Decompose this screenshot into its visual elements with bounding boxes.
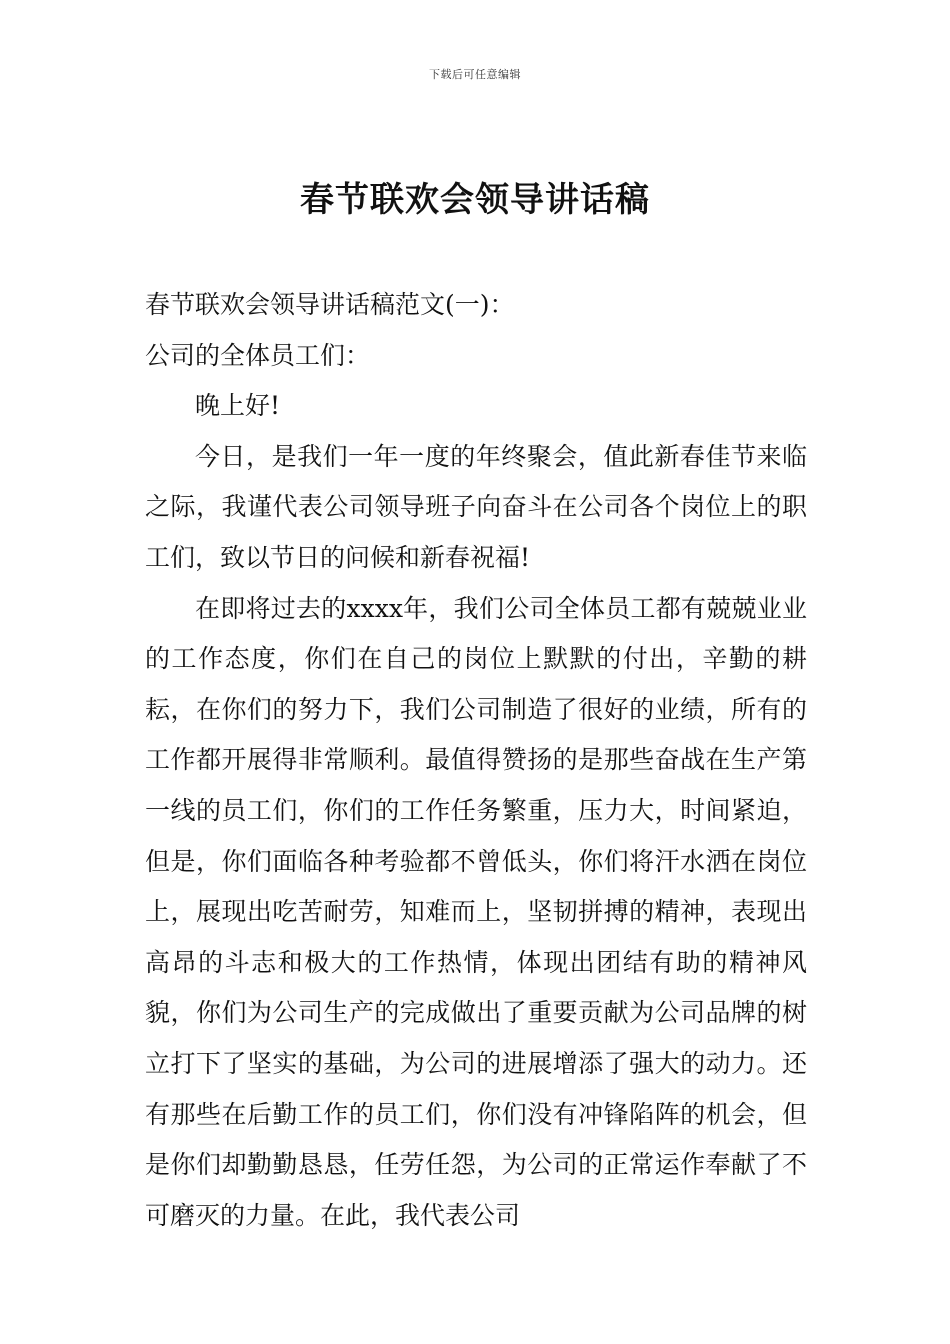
paragraph-2: 在即将过去的xxxx年，我们公司全体员工都有兢兢业业的工作态度，你们在自己的岗位上默默的付出，辛勤的耕耘，在你们的努力下，我们公司制造了很好的业绩，所有的工作都开展得非常顺利。最值得赞扬的是那些奋战在生产第一线的员工们，你们的工作任务繁重，压力大，时间紧迫，但是，你们面临各种考验都不曾低头，你们将汗水洒在岗位上，展现出吃苦耐劳，知难而上，坚韧拼搏的精神，表现出高昂的斗志和极大的工作热情，体现出团结有助的精神风貌，你们为公司生产的完成做出了重要贡献为公司品牌的树立打下了坚实的基础，为公司的进展增添了强大的动力。还有那些在后勤工作的员工们，你们没有冲锋陷阵的机会，但是你们却勤勤恳恳，任劳任怨，为公司的正常运作奉献了不可磨灭的力量。在此，我代表公司 (145, 593, 807, 1230)
paragraph-1: 今日，是我们一年一度的年终聚会，值此新春佳节来临之际，我谨代表公司领导班子向奋斗在公司各个岗位上的职工们，致以节日的问候和新春祝福! (145, 441, 807, 572)
greeting: 晚上好! (195, 391, 281, 421)
document-title: 春节联欢会领导讲话稿 (300, 180, 650, 220)
header-note: 下载后可任意编辑 (429, 68, 521, 81)
document-body (145, 280, 807, 1241)
document-subtitle: 春节联欢会领导讲话稿范文(一)： (145, 290, 515, 319)
salutation: 公司的全体员工们： (145, 340, 371, 370)
